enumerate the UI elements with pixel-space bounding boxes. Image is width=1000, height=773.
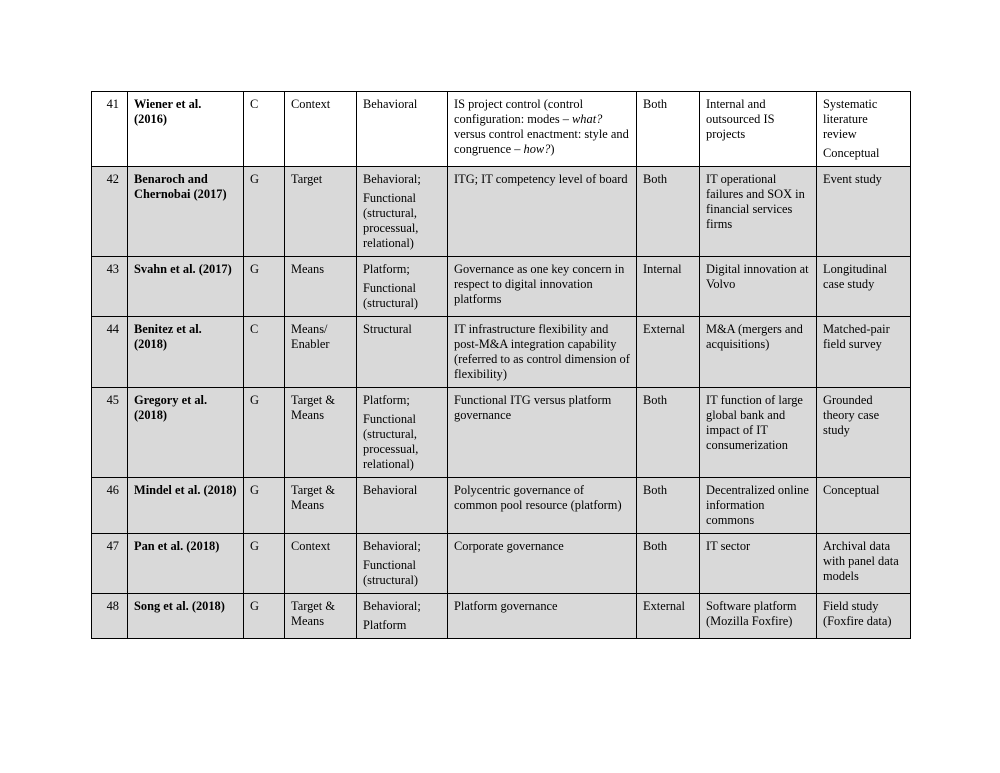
context-cell: Internal and outsourced IS projects (700, 92, 817, 167)
scope-cell: Internal (637, 257, 700, 317)
role-cell: Target & Means (285, 388, 357, 478)
lens-cell-line: Behavioral (363, 97, 418, 111)
scope-cell: External (637, 594, 700, 639)
method-cell-line: Event study (823, 172, 882, 186)
focus-cell (448, 167, 637, 257)
type-cell: C (244, 92, 285, 167)
method-cell-line: Conceptual (823, 146, 880, 160)
lens-cell (357, 478, 448, 534)
table-body (92, 92, 911, 639)
lens-cell (357, 257, 448, 317)
table-row (92, 594, 911, 639)
author-cell: Pan et al. (2018) (128, 534, 244, 594)
lens-cell-line: Behavioral; (363, 599, 421, 613)
focus-text: Governance as one key concern in respect to digital innovation platforms (454, 262, 625, 306)
focus-cell (448, 257, 637, 317)
type-cell: C (244, 317, 285, 388)
lens-cell (357, 167, 448, 257)
row-number: 44 (92, 317, 128, 388)
table-row (92, 534, 911, 594)
lens-cell-line: Functional (structural) (363, 558, 419, 587)
focus-cell (448, 594, 637, 639)
method-cell (817, 594, 911, 639)
scope-cell: External (637, 317, 700, 388)
author-cell: Gregory et al. (2018) (128, 388, 244, 478)
table-row (92, 478, 911, 534)
focus-text: what? (572, 112, 603, 126)
lens-cell-line: Behavioral; (363, 172, 421, 186)
lens-cell (357, 388, 448, 478)
author-cell: Song et al. (2018) (128, 594, 244, 639)
method-cell (817, 478, 911, 534)
table-row (92, 167, 911, 257)
type-cell: G (244, 257, 285, 317)
scope-cell: Both (637, 478, 700, 534)
focus-text: IS project control (control configuration: modes – (454, 97, 584, 126)
method-cell-line: Field study (Foxfire data) (823, 599, 892, 628)
focus-text: versus control enactment: style and congruence – (454, 127, 629, 156)
method-cell-line: Matched-pair field survey (823, 322, 890, 351)
lens-cell-line: Structural (363, 322, 412, 336)
method-cell-line: Conceptual (823, 483, 880, 497)
lens-cell (357, 92, 448, 167)
lens-cell-line: Platform; (363, 262, 410, 276)
author-cell: Svahn et al. (2017) (128, 257, 244, 317)
lens-cell-line: Functional (structural) (363, 281, 419, 310)
context-cell: IT operational failures and SOX in financial services firms (700, 167, 817, 257)
method-cell (817, 388, 911, 478)
author-cell: Wiener et al. (2016) (128, 92, 244, 167)
author-cell: Mindel et al. (2018) (128, 478, 244, 534)
focus-text: Platform governance (454, 599, 558, 613)
role-cell: Means (285, 257, 357, 317)
lens-cell-line: Behavioral (363, 483, 418, 497)
type-cell: G (244, 167, 285, 257)
lens-cell-line: Behavioral; (363, 539, 421, 553)
method-cell-line: Archival data with panel data models (823, 539, 899, 583)
role-cell: Means/ Enabler (285, 317, 357, 388)
focus-text: Polycentric governance of common pool resource (platform) (454, 483, 622, 512)
focus-cell (448, 388, 637, 478)
table-row (92, 317, 911, 388)
method-cell-line: Grounded theory case study (823, 393, 880, 437)
context-cell: Digital innovation at Volvo (700, 257, 817, 317)
context-cell: M&A (mergers and acquisitions) (700, 317, 817, 388)
method-cell (817, 257, 911, 317)
table-row (92, 257, 911, 317)
row-number: 48 (92, 594, 128, 639)
row-number: 42 (92, 167, 128, 257)
context-cell: Decentralized online information commons (700, 478, 817, 534)
method-cell (817, 317, 911, 388)
focus-cell (448, 478, 637, 534)
literature-table (91, 91, 911, 639)
focus-text: Functional ITG versus platform governance (454, 393, 612, 422)
table-row (92, 92, 911, 167)
lens-cell-line: Platform; (363, 393, 410, 407)
context-cell: IT function of large global bank and impact of IT consumerization (700, 388, 817, 478)
focus-cell (448, 534, 637, 594)
focus-text: IT infrastructure flexibility and post-M&A integration capability (referred to as control dimension of flexibility) (454, 322, 630, 381)
role-cell: Context (285, 92, 357, 167)
role-cell: Target (285, 167, 357, 257)
type-cell: G (244, 388, 285, 478)
lens-cell (357, 534, 448, 594)
role-cell: Target & Means (285, 478, 357, 534)
lens-cell-line: Platform (363, 618, 407, 632)
role-cell: Context (285, 534, 357, 594)
context-cell: Software platform (Mozilla Foxfire) (700, 594, 817, 639)
author-cell: Benaroch and Chernobai (2017) (128, 167, 244, 257)
row-number: 45 (92, 388, 128, 478)
type-cell: G (244, 478, 285, 534)
method-cell-line: Systematic literature review (823, 97, 878, 141)
lens-cell (357, 317, 448, 388)
lens-cell (357, 594, 448, 639)
row-number: 47 (92, 534, 128, 594)
row-number: 46 (92, 478, 128, 534)
scope-cell: Both (637, 388, 700, 478)
method-cell-line: Longitudinal case study (823, 262, 888, 291)
scope-cell: Both (637, 167, 700, 257)
method-cell (817, 167, 911, 257)
row-number: 43 (92, 257, 128, 317)
scope-cell: Both (637, 92, 700, 167)
focus-cell (448, 317, 637, 388)
focus-cell (448, 92, 637, 167)
method-cell (817, 534, 911, 594)
type-cell: G (244, 534, 285, 594)
scope-cell: Both (637, 534, 700, 594)
author-cell: Benitez et al. (2018) (128, 317, 244, 388)
focus-text: ) (550, 142, 555, 156)
role-cell: Target & Means (285, 594, 357, 639)
focus-text: how? (523, 142, 551, 156)
method-cell (817, 92, 911, 167)
lens-cell-line: Functional (structural, processual, relational) (363, 191, 419, 250)
type-cell: G (244, 594, 285, 639)
context-cell: IT sector (700, 534, 817, 594)
lens-cell-line: Functional (structural, processual, relational) (363, 412, 419, 471)
focus-text: ITG; IT competency level of board (454, 172, 628, 186)
row-number: 41 (92, 92, 128, 167)
table-row (92, 388, 911, 478)
focus-text: Corporate governance (454, 539, 564, 553)
